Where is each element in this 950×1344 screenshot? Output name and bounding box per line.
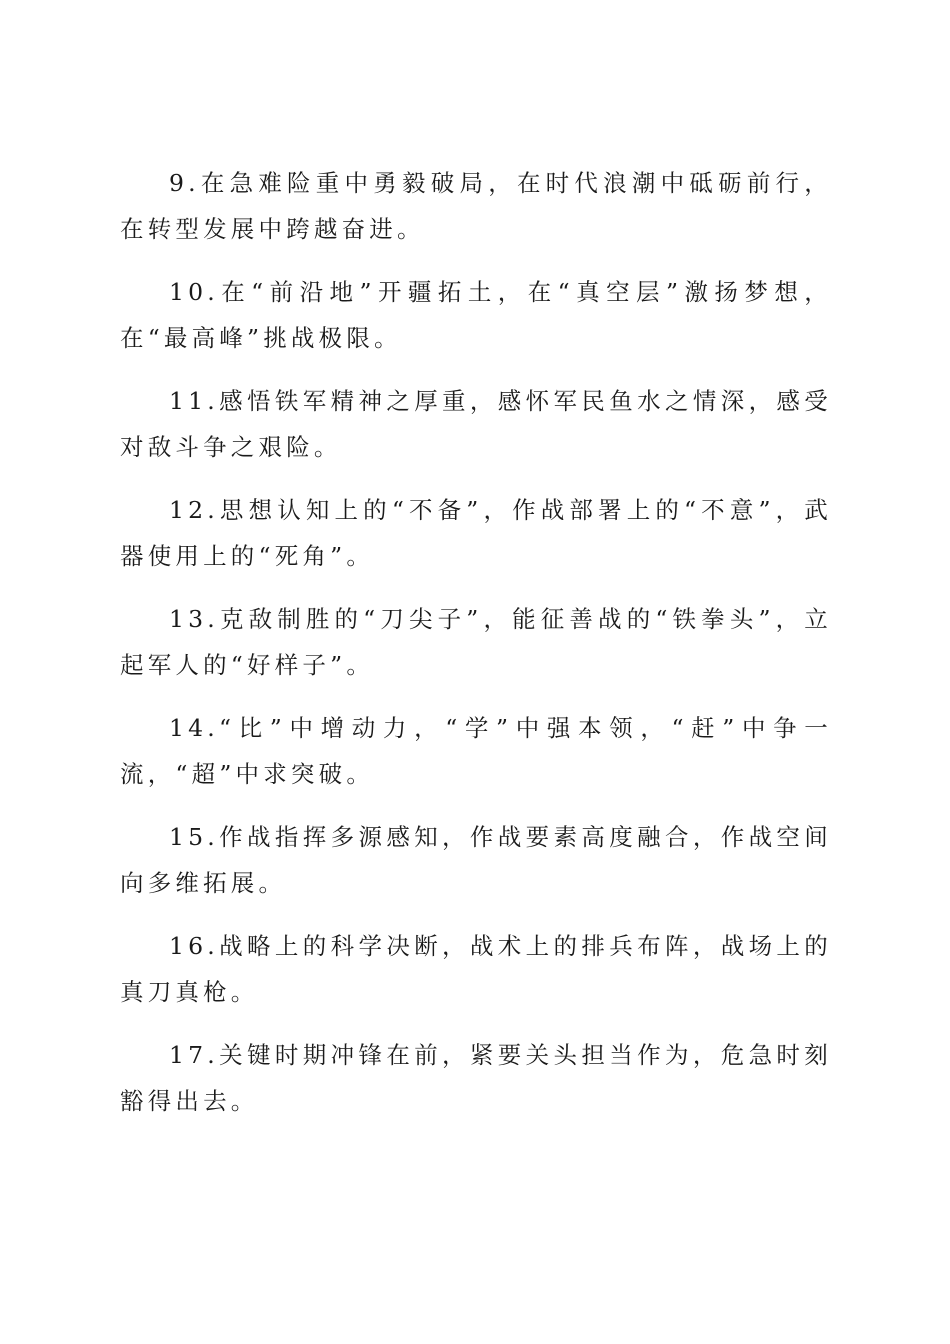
paragraph-12: 12.思想认知上的“不备”，作战部署上的“不意”，武器使用上的“死角”。 xyxy=(120,496,832,570)
paragraph-17: 17.关键时期冲锋在前，紧要关头担当作为，危急时刻豁得出去。 xyxy=(120,1041,832,1115)
paragraph-14: 14.“比”中增动力，“学”中强本领，“赶”中争一流，“超”中求突破。 xyxy=(120,714,832,788)
paragraph-9: 9.在急难险重中勇毅破局，在时代浪潮中砥砺前行，在转型发展中跨越奋进。 xyxy=(120,169,832,243)
paragraph-13: 13.克敌制胜的“刀尖子”，能征善战的“铁拳头”，立起军人的“好样子”。 xyxy=(120,605,832,679)
paragraph-16: 16.战略上的科学决断，战术上的排兵布阵，战场上的真刀真枪。 xyxy=(120,932,832,1006)
paragraph-10: 10.在“前沿地”开疆拓土，在“真空层”激扬梦想，在“最高峰”挑战极限。 xyxy=(120,278,832,352)
paragraph-11: 11.感悟铁军精神之厚重，感怀军民鱼水之情深，感受对敌斗争之艰险。 xyxy=(120,387,832,461)
document-page xyxy=(120,160,832,1141)
paragraph-15: 15.作战指挥多源感知，作战要素高度融合，作战空间向多维拓展。 xyxy=(120,823,832,897)
